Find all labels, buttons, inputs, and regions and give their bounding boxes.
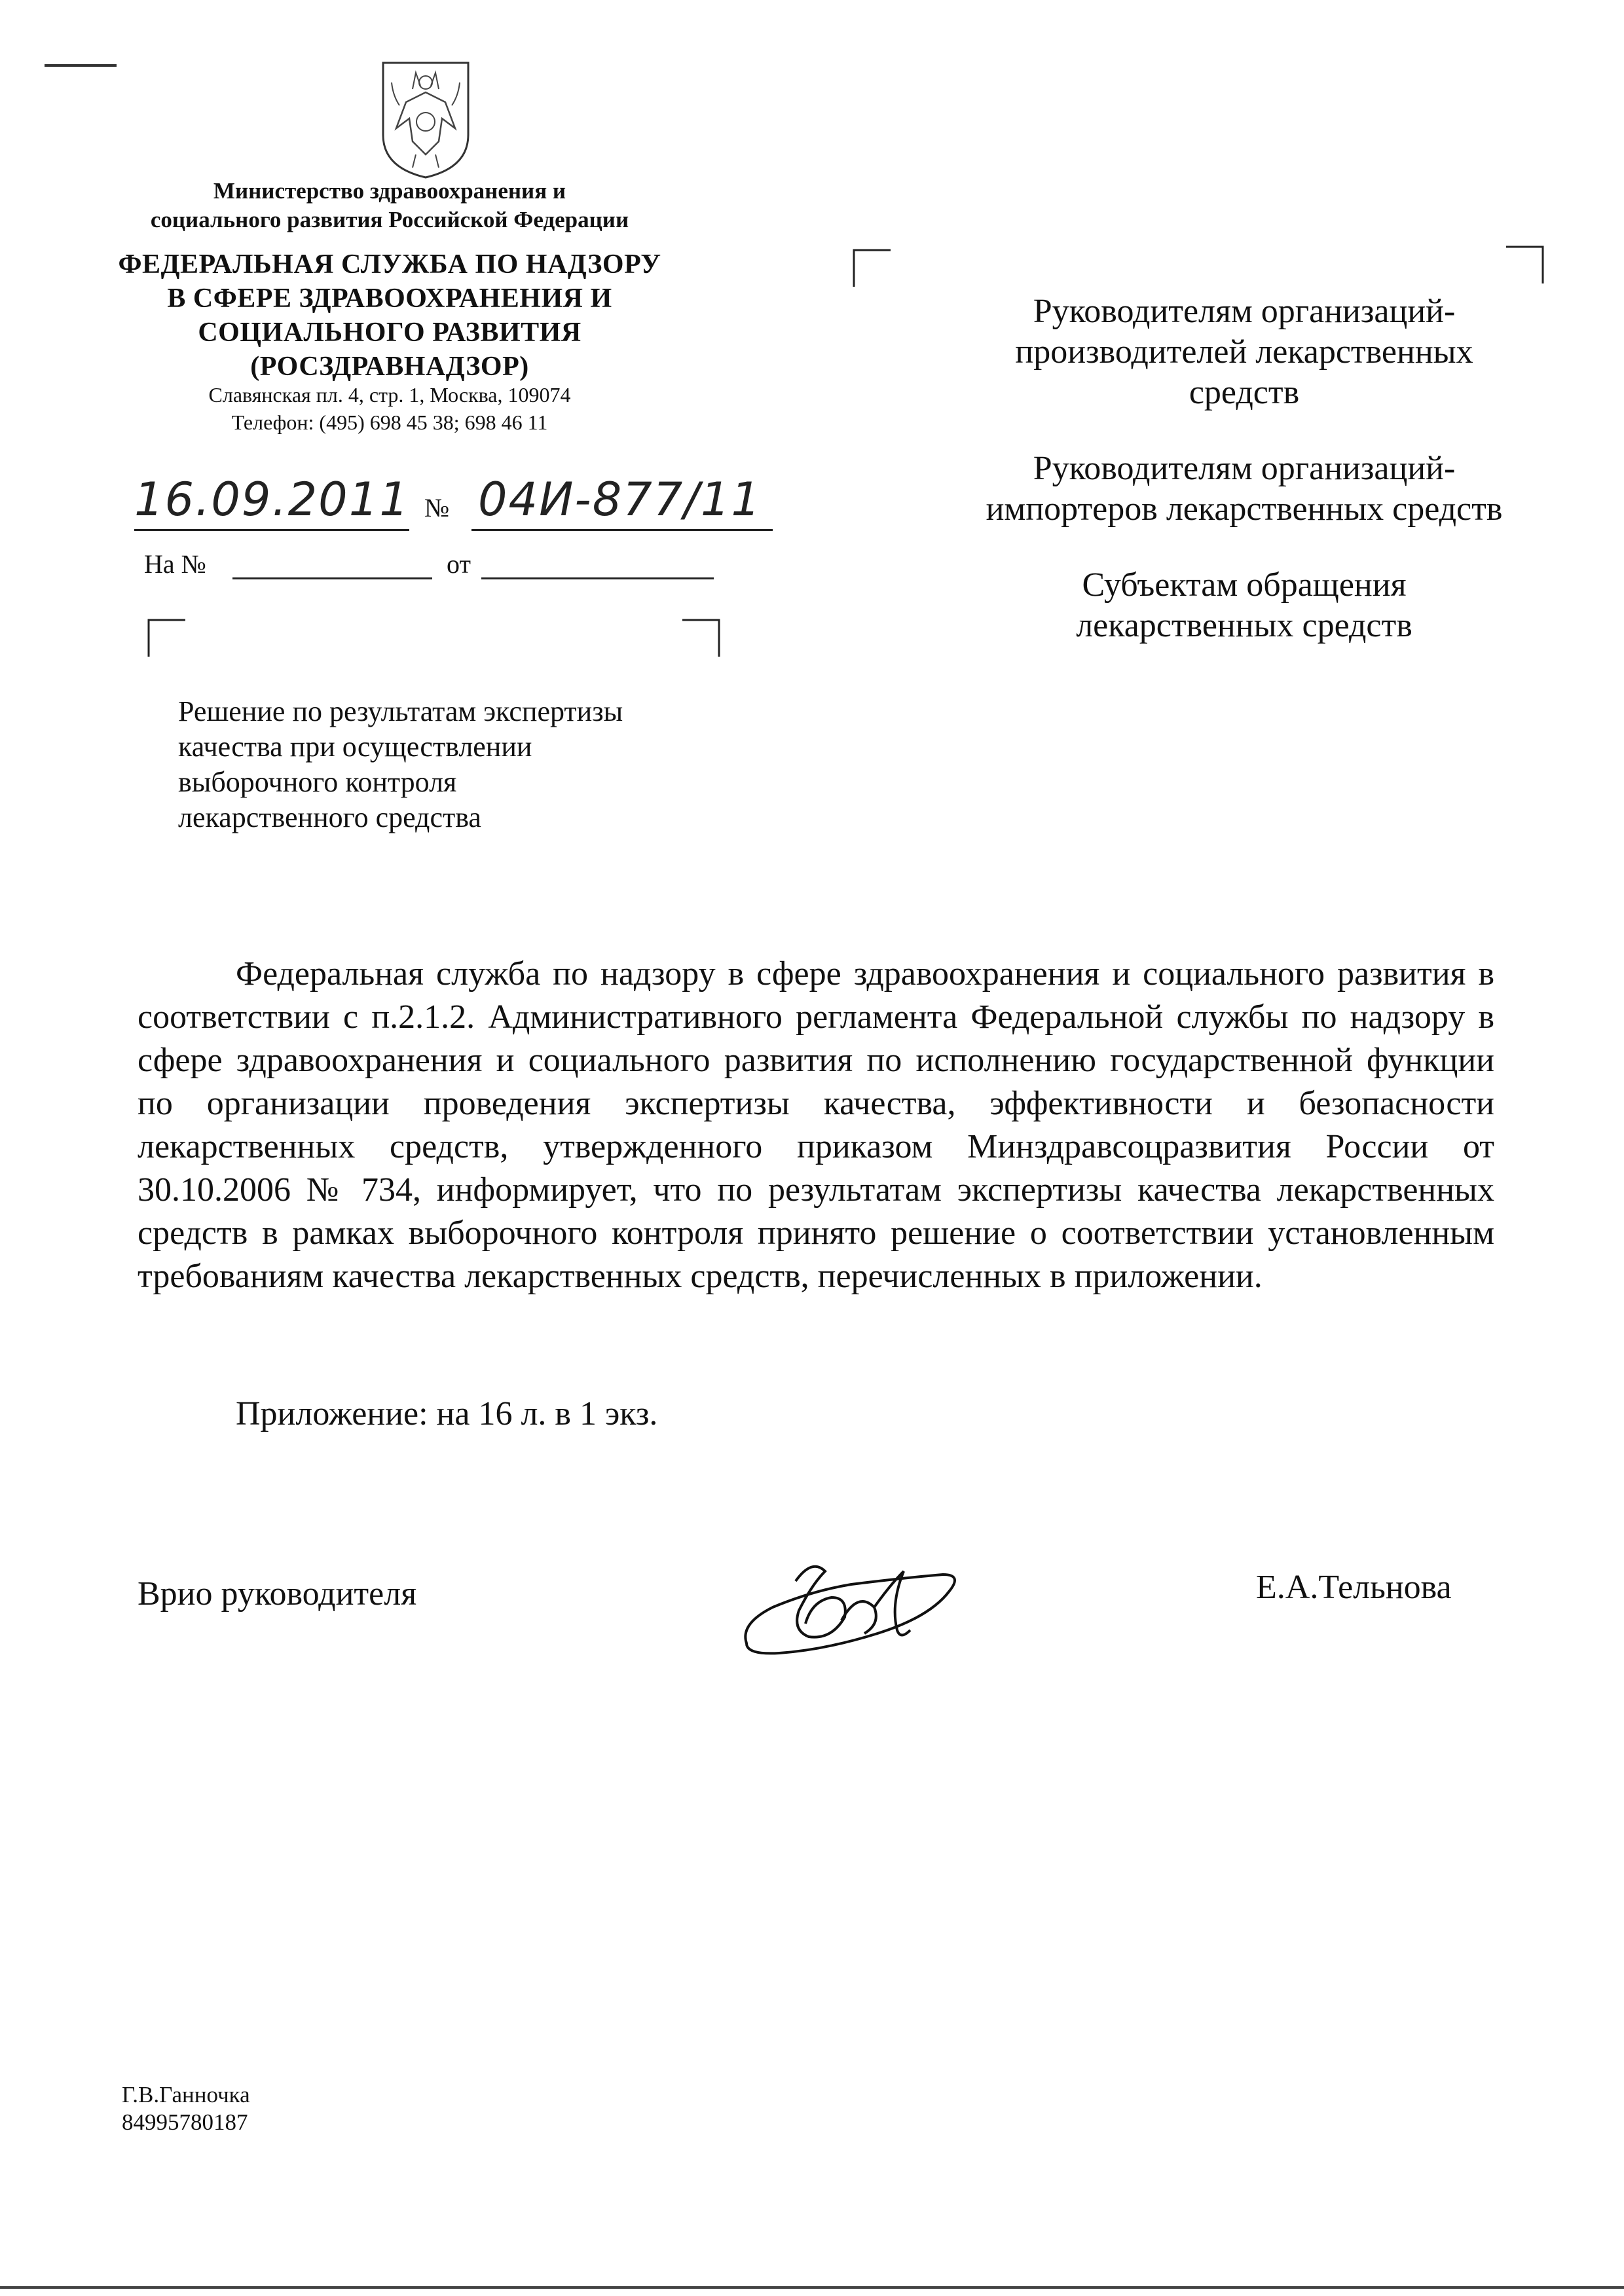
service-line-4: (РОСЗДРАВНАДЗОР) xyxy=(250,352,529,382)
scan-mark xyxy=(45,64,117,67)
addressee-line: импортеров лекарственных средств xyxy=(986,490,1503,528)
ministry-line-1: Министерство здравоохранения и xyxy=(213,178,566,204)
addressee-subjects xyxy=(904,565,1585,646)
addressee-manufacturers xyxy=(904,291,1585,413)
addressees xyxy=(904,291,1585,682)
page-bottom-edge xyxy=(0,2286,1624,2289)
date-underline xyxy=(134,529,409,531)
address-line: Славянская пл. 4, стр. 1, Москва, 109074 xyxy=(208,383,571,407)
reference-date-label: от xyxy=(447,549,471,579)
service-line-3: СОЦИАЛЬНОГО РАЗВИТИЯ xyxy=(198,318,581,348)
addressee-line: Руководителям организаций- xyxy=(1033,450,1456,487)
subject-line-3: выборочного контроля xyxy=(178,766,457,798)
handwritten-signature xyxy=(733,1545,969,1669)
document-date: 16.09.2011 xyxy=(134,473,410,526)
reference-date-line xyxy=(481,577,714,579)
number-underline xyxy=(471,529,773,531)
coat-of-arms-icon xyxy=(373,56,478,181)
number-sign: № xyxy=(424,493,450,522)
reference-number-label: На № xyxy=(144,549,206,579)
phone-line: Телефон: (495) 698 45 38; 698 46 11 xyxy=(231,410,548,434)
service-name xyxy=(98,247,681,384)
reference-number-line xyxy=(232,577,432,579)
signer-title: Врио руководителя xyxy=(138,1575,417,1613)
service-address xyxy=(98,381,681,436)
appendix-note: Приложение: на 16 л. в 1 экз. xyxy=(236,1395,658,1432)
service-line-1: ФЕДЕРАЛЬНАЯ СЛУЖБА ПО НАДЗОРУ xyxy=(118,249,661,280)
addressee-line: средств xyxy=(1189,374,1300,411)
addressee-line: производителей лекарственных xyxy=(1015,333,1473,371)
ministry-name xyxy=(98,177,681,234)
bracket-addressee-left xyxy=(853,249,892,288)
subject-line-2: качества при осуществлении xyxy=(178,731,532,763)
addressee-line: лекарственных средств xyxy=(1076,607,1412,644)
subject-line-1: Решение по результатам экспертизы xyxy=(178,695,623,727)
ministry-line-2: социального развития Российской Федерации xyxy=(150,207,629,232)
signer-name: Е.А.Тельнова xyxy=(1256,1569,1452,1606)
addressee-importers xyxy=(904,448,1585,530)
letter-body: Федеральная служба по надзору в сфере здравоохранения и социального развития в соответствии с п.2.1.2. Административного регламента Федеральной службы по надзору в сфере здравоохранения и социального развития по исполнению государственной функции по организации проведения экспертизы качества, эффективности и безопасности лекарственных средств, утвержденного приказом Минздравсоцразвития России от 30.10.2006 № 734, информирует, что по результатам экспертизы качества лекарственных средств в рамках выборочного контроля принято решение о соответствии установленным требованиям качества лекарственных средств, перечисленных в приложении. xyxy=(138,955,1494,1295)
bracket-addressee-right xyxy=(1505,246,1544,285)
executor-name: Г.В.Ганночка xyxy=(122,2082,250,2107)
addressee-line: Руководителям организаций- xyxy=(1033,293,1456,330)
executor-phone: 84995780187 xyxy=(122,2109,248,2135)
letter-subject xyxy=(178,694,767,835)
bracket-top-left xyxy=(147,619,187,658)
document-number: 04И-877/11 xyxy=(478,473,762,526)
subject-line-4: лекарственного средства xyxy=(178,801,481,833)
service-line-2: В СФЕРЕ ЗДРАВООХРАНЕНИЯ И xyxy=(167,283,612,314)
addressee-line: Субъектам обращения xyxy=(1082,566,1407,604)
bracket-top-right xyxy=(681,619,720,658)
